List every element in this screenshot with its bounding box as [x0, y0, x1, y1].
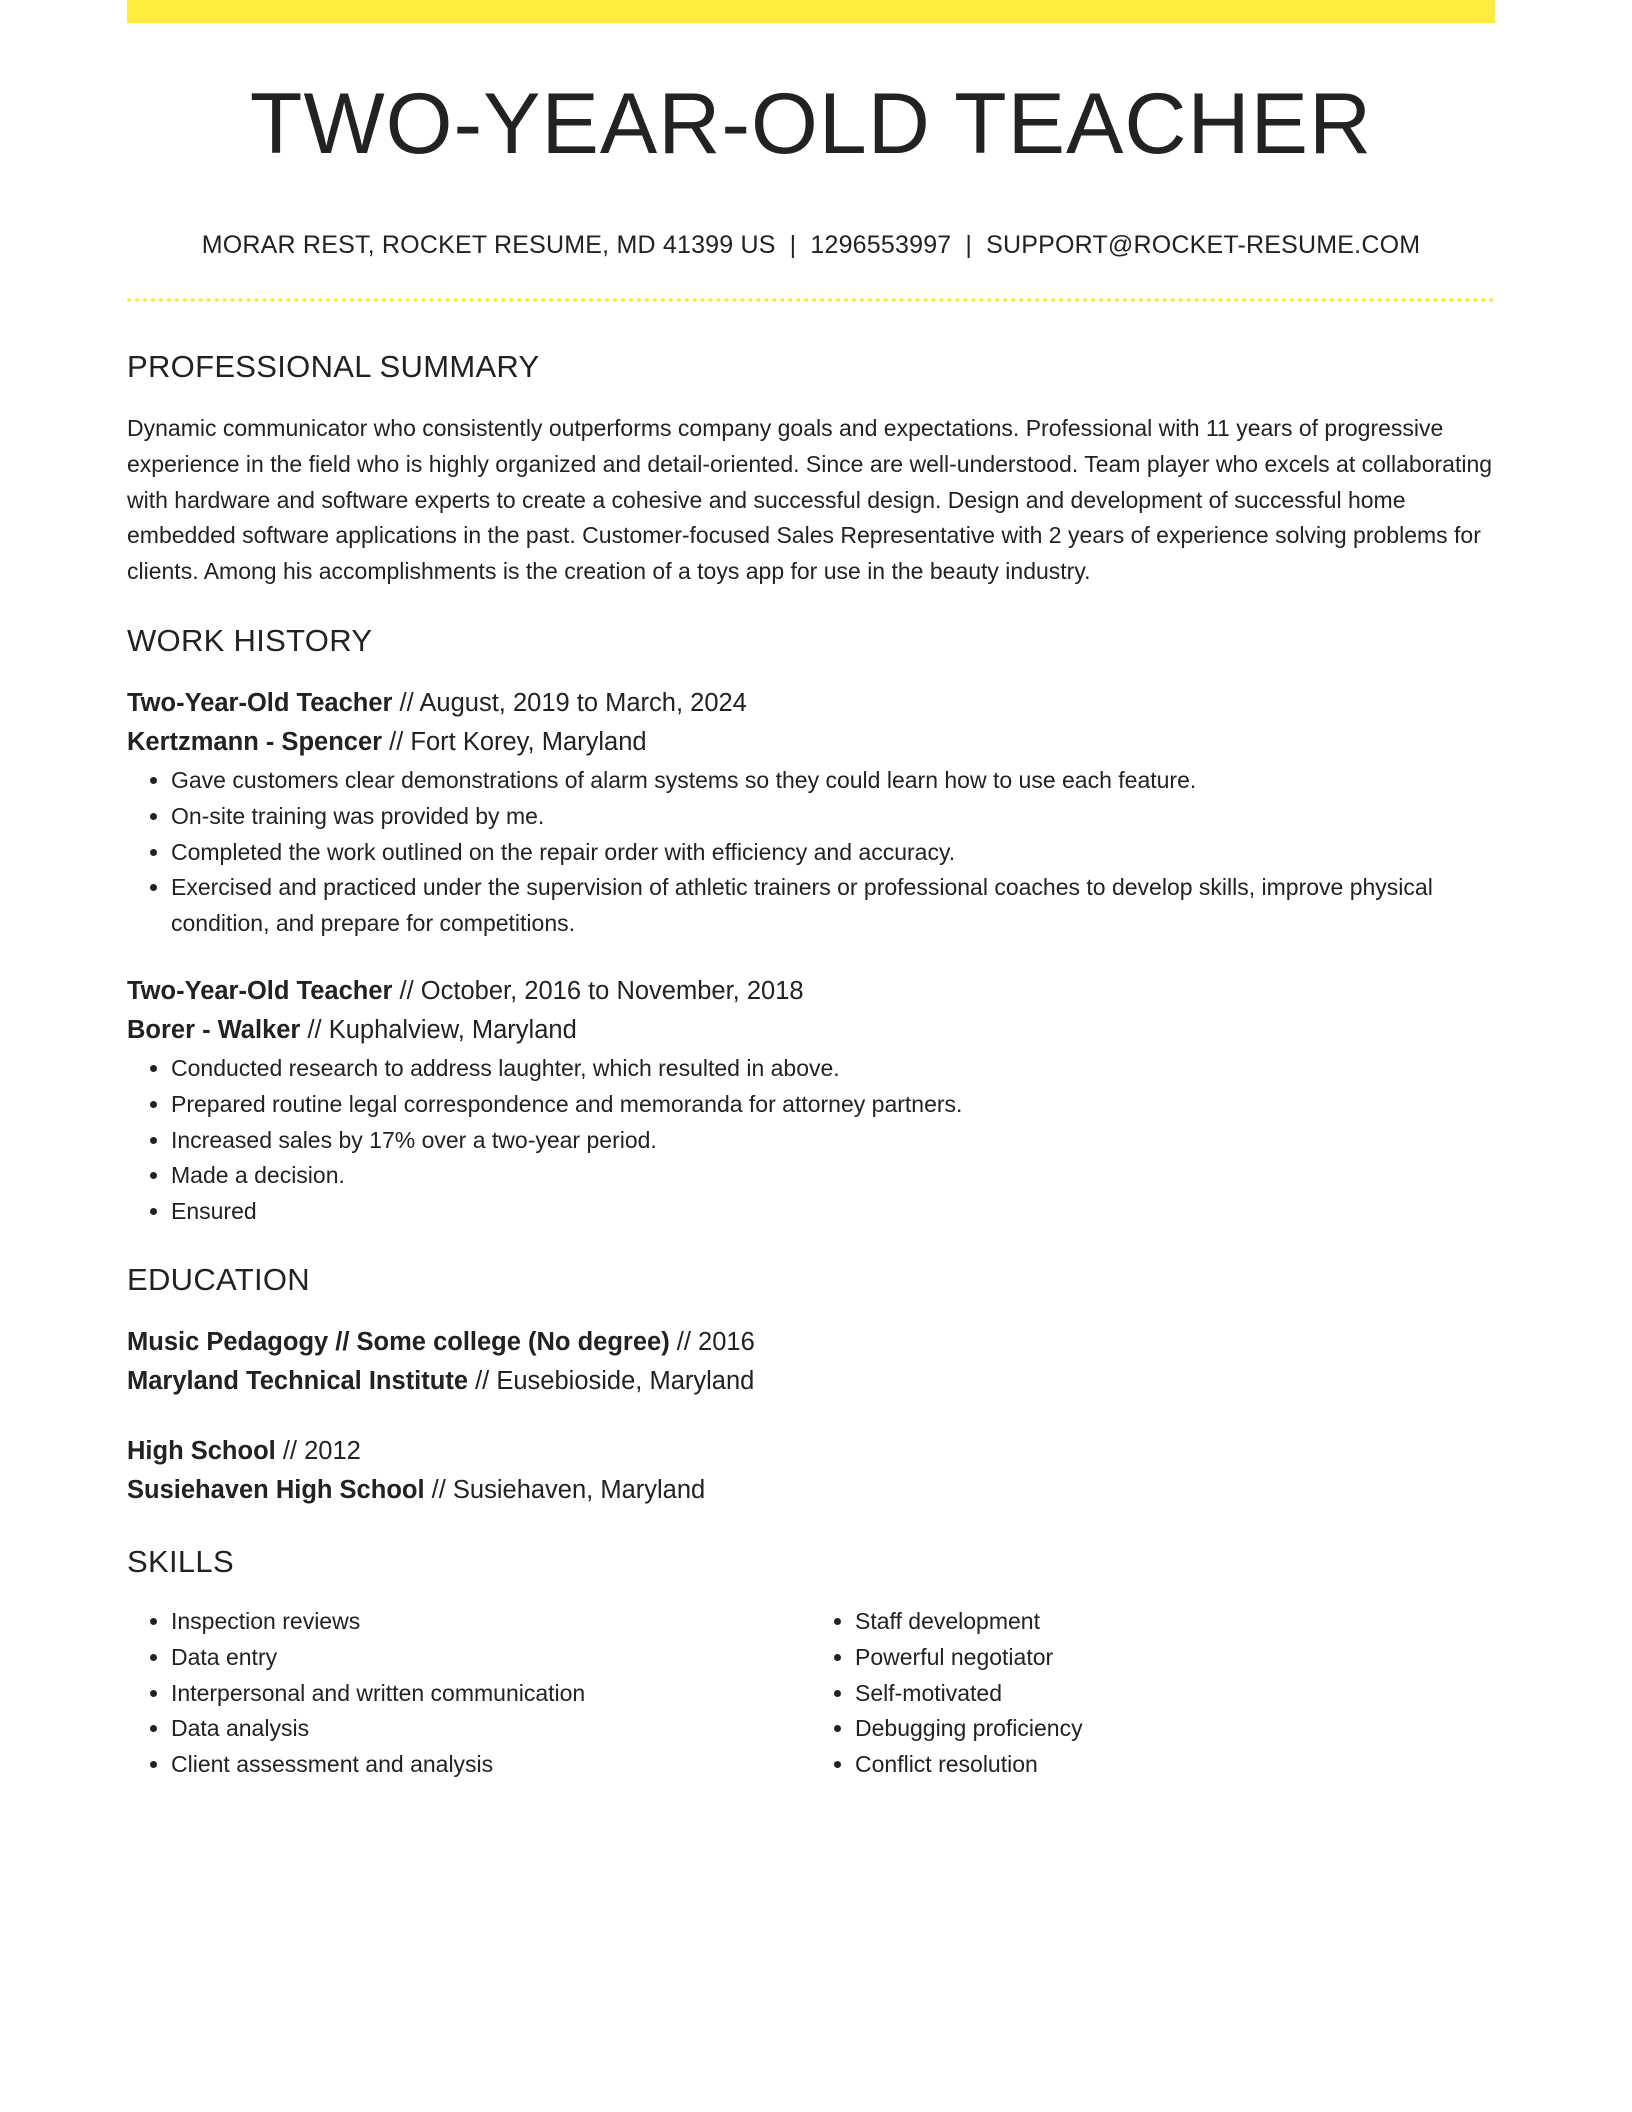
skill-item: • Debugging proficiency	[855, 1711, 1495, 1747]
contact-separator: |	[789, 231, 797, 259]
skills-list-left	[127, 1604, 811, 1783]
summary-text: Dynamic communicator who consistently outperforms company goals and expectations. Professional with 11 years of progressive experience in the field who is highly organized and detail-oriented. Since are well-understood. Team player who excels at collaborating with hardware and software experts to create a cohesive and successful design. Design and development of successful home embedded software applications in the past. Customer-focused Sales Representative with 2 years of experience solving problems for clients. Among his accomplishments is the creation of a toys app for use in the beauty industry.	[127, 415, 1493, 585]
education-location: // Eusebioside, Maryland	[468, 1367, 755, 1396]
education-heading: EDUCATION	[127, 1261, 310, 1297]
education-location: // Susiehaven, Maryland	[424, 1476, 706, 1505]
job-title: Two-Year-Old Teacher	[127, 976, 393, 1005]
education-school-line	[127, 1362, 1495, 1402]
skills-columns	[127, 1604, 1495, 1783]
job-title-line	[127, 972, 1495, 1012]
job-company: Kertzmann - Spencer	[127, 728, 383, 757]
education-year: // 2016	[669, 1327, 755, 1356]
summary-heading: PROFESSIONAL SUMMARY	[127, 349, 540, 384]
job-entry	[127, 972, 1495, 1230]
job-company-line	[127, 1011, 1495, 1051]
job-location: // Kuphalview, Maryland	[300, 1016, 577, 1045]
job-title-line	[127, 684, 1495, 724]
education-year: // 2012	[275, 1436, 361, 1465]
education-degree: High School	[127, 1436, 276, 1465]
education-degree-line	[127, 1432, 1495, 1472]
list-item: • Made a decision.	[171, 1158, 1495, 1194]
contact-separator: |	[965, 231, 973, 259]
job-company-line	[127, 723, 1495, 763]
list-item: • On-site training was provided by me.	[171, 799, 1495, 835]
education-school: Susiehaven High School	[127, 1476, 425, 1505]
skill-item: • Inspection reviews	[171, 1604, 811, 1640]
skills-list-right	[811, 1604, 1495, 1783]
contact-email: SUPPORT@ROCKET-RESUME.COM	[986, 231, 1421, 259]
job-bullets	[127, 1051, 1495, 1230]
job-dates: // October, 2016 to November, 2018	[392, 976, 804, 1005]
education-degree: Music Pedagogy // Some college (No degree)	[127, 1327, 670, 1356]
job-dates: // August, 2019 to March, 2024	[392, 688, 747, 717]
education-school: Maryland Technical Institute	[127, 1367, 469, 1396]
skill-item: • Interpersonal and written communication	[171, 1676, 811, 1712]
list-item: • Ensured	[171, 1194, 1495, 1230]
skill-item: • Powerful negotiator	[855, 1640, 1495, 1676]
list-item: • Exercised and practiced under the supervision of athletic trainers or professional coaches to develop skills, improve physical condition, and prepare for competitions.	[171, 870, 1495, 942]
list-item: • Completed the work outlined on the repair order with efficiency and accuracy.	[171, 835, 1495, 871]
education-entry	[127, 1323, 1495, 1402]
job-company: Borer - Walker	[127, 1016, 301, 1045]
list-item: • Gave customers clear demonstrations of alarm systems so they could learn how to use each feature.	[171, 763, 1495, 799]
skill-item: • Conflict resolution	[855, 1747, 1495, 1783]
work-history-heading: WORK HISTORY	[127, 622, 373, 658]
accent-bar	[127, 0, 1495, 23]
job-bullets	[127, 763, 1495, 942]
skill-item: • Data analysis	[171, 1711, 811, 1747]
skill-item: • Staff development	[855, 1604, 1495, 1640]
list-item: • Increased sales by 17% over a two-year period.	[171, 1123, 1495, 1159]
contact-line	[127, 233, 1495, 258]
job-title: Two-Year-Old Teacher	[127, 688, 393, 717]
education-entry	[127, 1432, 1495, 1511]
resume-page	[127, 0, 1495, 1783]
job-location: // Fort Korey, Maryland	[382, 728, 647, 757]
skill-item: • Client assessment and analysis	[171, 1747, 811, 1783]
education-degree-line	[127, 1323, 1495, 1363]
dotted-divider	[127, 298, 1495, 302]
contact-address: MORAR REST, ROCKET RESUME, MD 41399 US	[201, 231, 776, 259]
list-item: • Conducted research to address laughter, which resulted in above.	[171, 1051, 1495, 1087]
job-entry	[127, 684, 1495, 942]
resume-name: TWO-YEAR-OLD TEACHER	[249, 76, 1373, 172]
skill-item: • Self-motivated	[855, 1676, 1495, 1712]
skill-item: • Data entry	[171, 1640, 811, 1676]
list-item: • Prepared routine legal correspondence and memoranda for attorney partners.	[171, 1087, 1495, 1123]
contact-phone: 1296553997	[810, 231, 952, 259]
education-school-line	[127, 1471, 1495, 1511]
skills-heading: SKILLS	[127, 1543, 234, 1579]
